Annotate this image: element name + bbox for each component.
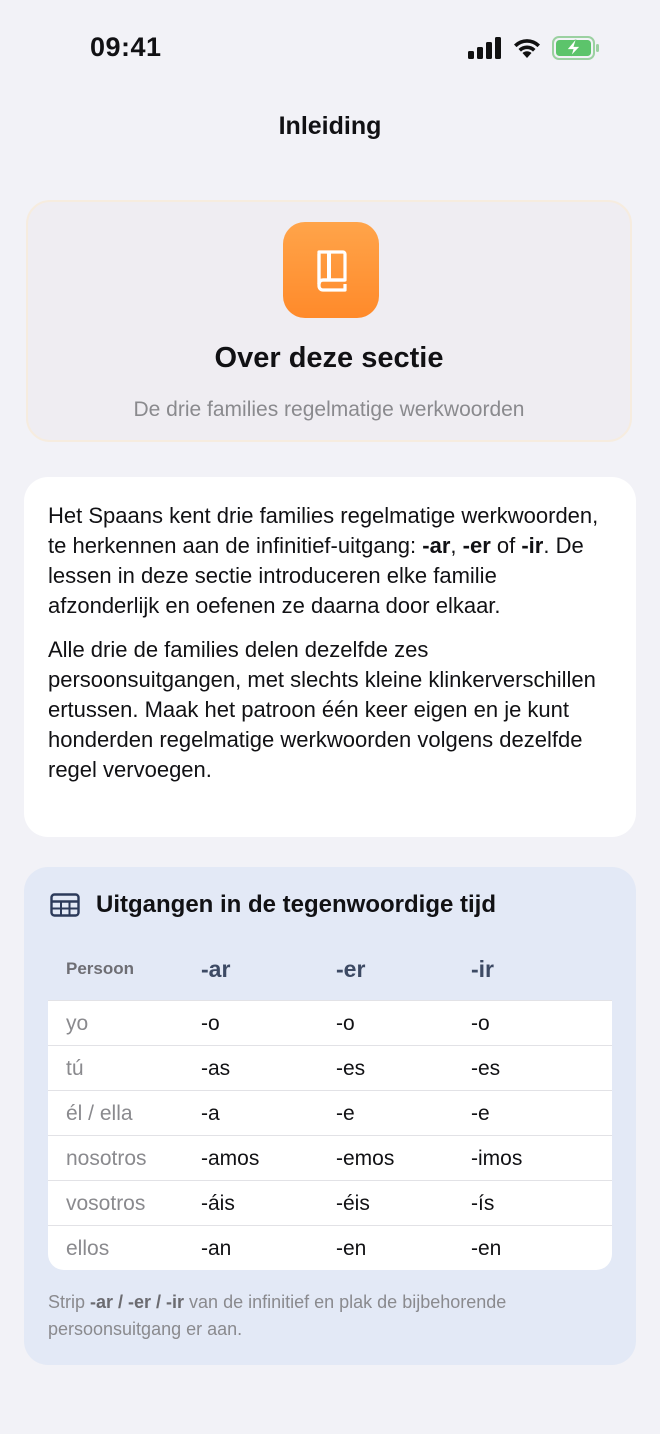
table-row <box>48 1135 612 1180</box>
ending-cell-er: -emos <box>336 1147 395 1170</box>
table-icon <box>50 893 80 917</box>
status-icons <box>468 36 600 60</box>
ending-cell-er: -éis <box>336 1192 370 1215</box>
status-time: 09:41 <box>90 32 162 62</box>
nav-title: Inleiding <box>278 112 382 140</box>
ending-cell-ir: -ís <box>471 1192 495 1215</box>
battery-charging-icon <box>552 36 600 60</box>
ending-cell-ar: -amos <box>201 1147 260 1170</box>
ending-cell-er: -o <box>336 1012 355 1035</box>
column-header-er: -er <box>336 956 366 982</box>
column-header-ir: -ir <box>471 956 494 982</box>
ending-cell-ar: -áis <box>201 1192 235 1215</box>
ending-cell-ir: -en <box>471 1237 502 1260</box>
person-cell: yo <box>66 1012 89 1035</box>
person-cell: nosotros <box>66 1147 147 1170</box>
person-cell: él / ella <box>66 1102 133 1125</box>
table-header <box>50 891 496 919</box>
ending-cell-ar: -an <box>201 1237 232 1260</box>
person-cell: tú <box>66 1057 84 1080</box>
ending-cell-ir: -e <box>471 1102 490 1125</box>
ending-cell-ir: -o <box>471 1012 490 1035</box>
hero-subtitle: De drie families regelmatige werkwoorden <box>133 398 525 421</box>
wifi-icon <box>512 37 542 59</box>
table-title: Uitgangen in de tegenwoordige tijd <box>96 891 496 918</box>
ending-cell-er: -en <box>336 1237 367 1260</box>
ending-cell-ar: -o <box>201 1012 220 1035</box>
hero-title: Over deze sectie <box>214 342 444 374</box>
table-row <box>48 1045 612 1090</box>
intro-card <box>24 477 636 837</box>
ending-cell-er: -es <box>336 1057 366 1080</box>
ending-cell-ir: -imos <box>471 1147 523 1170</box>
table-row <box>48 1000 612 1045</box>
table-row <box>48 1180 612 1225</box>
ending-cell-er: -e <box>336 1102 355 1125</box>
column-header-person: Persoon <box>66 959 135 978</box>
person-cell: vosotros <box>66 1192 146 1215</box>
table-row <box>48 1225 612 1270</box>
column-header-ar: -ar <box>201 956 231 982</box>
endings-table-card <box>24 867 636 1365</box>
signal-icon <box>468 37 502 59</box>
table-footnote: Strip -ar / -er / -ir van de infinitief en plak de bijbehorende persoonsuitgang er aan. <box>48 1292 507 1339</box>
section-hero-card <box>26 200 632 442</box>
ending-cell-ir: -es <box>471 1057 501 1080</box>
endings-table <box>48 1000 612 1270</box>
intro-paragraph-1: Het Spaans kent drie families regelmatige werkwoorden, te herkennen aan de infinitief-uitgang: -ar, -er of -ir. De lessen in deze sectie introduceren elke familie afzonderlijk en oefenen ze daarna door elkaar. <box>48 503 599 618</box>
ending-cell-ar: -a <box>201 1102 220 1125</box>
book-icon <box>283 222 379 318</box>
status-bar <box>0 0 660 96</box>
person-cell: ellos <box>66 1237 110 1260</box>
table-row <box>48 1090 612 1135</box>
table-column-headers <box>48 949 612 1001</box>
ending-cell-ar: -as <box>201 1057 231 1080</box>
intro-paragraph-2: Alle drie de families delen dezelfde zes persoonsuitgangen, met slechts kleine klinkerverschillen ertussen. Maak het patroon één keer eigen en je kunt honderden regelmatige werkwoorden volgens dezelfde regel vervoegen. <box>48 637 596 782</box>
